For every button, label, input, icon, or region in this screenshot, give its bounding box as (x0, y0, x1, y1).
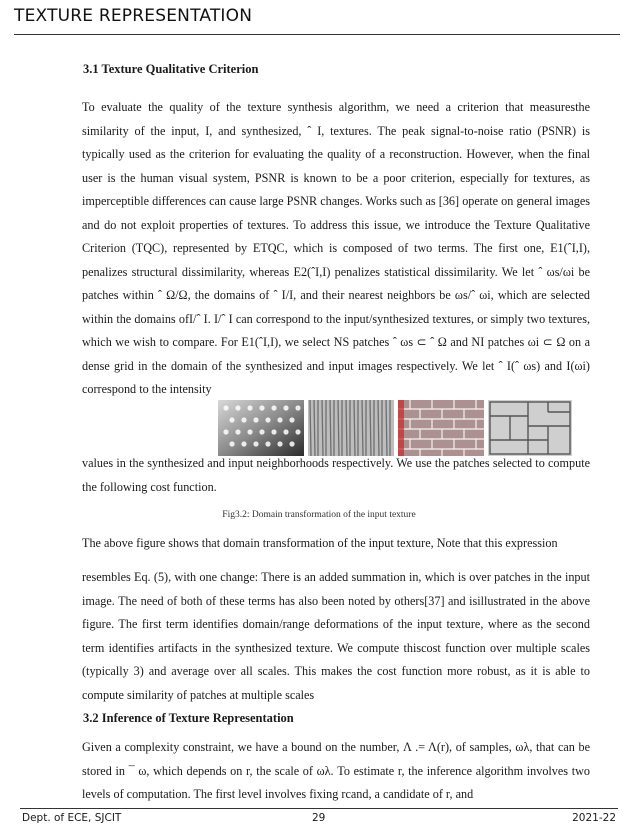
running-header: TEXTURE REPRESENTATION (14, 6, 253, 26)
texture-image-stripes (308, 400, 394, 456)
footer-page-number: 29 (312, 812, 326, 824)
footer-rule (20, 808, 618, 809)
texture-image-dots (218, 400, 304, 456)
footer-department: Dept. of ECE, SJCIT (22, 812, 122, 824)
section-3-2-paragraph-1: Given a complexity constraint, we have a bound on the number, Λ .= Λ(r), of samples, ωλ, that can be stored in ¯ ω, which depends on r, the scale of ωλ. To estimate r, the inference algorithm involves two levels of computation. The first level involves fixing rcand, a candidate of r, and (82, 740, 590, 801)
section-3-1-paragraph-3a: The above figure shows that domain transformation of the input texture, Note that this expression (82, 536, 558, 550)
section-3-1-heading: 3.1 Texture Qualitative Criterion (83, 62, 259, 76)
figure-caption: Fig3.2: Domain transformation of the input texture (222, 510, 416, 520)
texture-image-pavement (488, 400, 572, 456)
section-3-1-paragraph-3b: resembles Eq. (5), with one change: There is an added summation in, which is over patches in the input image. The need of both of these terms has also been noted by others[37] and isillustrated in the above figure. The first term identifies domain/range deformations of the input texture, where as the second term identifies artifacts in the synthesized texture. We compute thiscost function over multiple scales (typically 3) and average over all scales. This makes the cost function more robust, as it is able to compute similarity of patches at multiple scales (82, 570, 590, 702)
section-3-2-heading: 3.2 Inference of Texture Representation (83, 711, 294, 725)
section-3-1-paragraph-2: values in the synthesized and input neighborhoods respectively. We use the patches selected to compute the following cost function. (82, 456, 590, 494)
footer-year: 2021-22 (572, 812, 616, 824)
texture-image-bricks (398, 400, 484, 456)
header-rule (14, 34, 620, 35)
section-3-1-paragraph-1: To evaluate the quality of the texture synthesis algorithm, we need a criterion that measuresthe similarity of the input, I, and synthesized, ˆ I, textures. The peak signal-to-noise ratio (PSNR) is typically used as the criterion for evaluating the quality of a reconstruction. However, when the final user is the human visual system, PSNR is known to be a poor criterion, especially for textures, as imperceptible differences can cause large PSNR changes. Works such as [36] operate on general images and do not exploit properties of textures. To address this issue, we introduce the Texture Qualitative Criterion (TQC), represented by ETQC, which is composed of two terms. The first one, E1(ˆI,I), penalizes structural dissimilarity, whereas E2(ˆI,I) penalizes statistical dissimilarity. We let ˆ ωs/ωi be patches within ˆ Ω/Ω, the domains of ˆ I/I, and their nearest neighbors be ωs/ˆ ωi, which are selected within the domains ofI/ˆ I. I/ˆ I can correspond to the input/synthesized textures, or simply two textures, which we wish to compare. For E1(ˆI,I), we select NS patches ˆ ωs ⊂ ˆ Ω and NI patches ωi ⊂ Ω on a dense grid in the domain of the synthesized and input images respectively. We let ˆ I(ˆ ωs) and I(ωi) correspond to the intensity (82, 100, 590, 396)
